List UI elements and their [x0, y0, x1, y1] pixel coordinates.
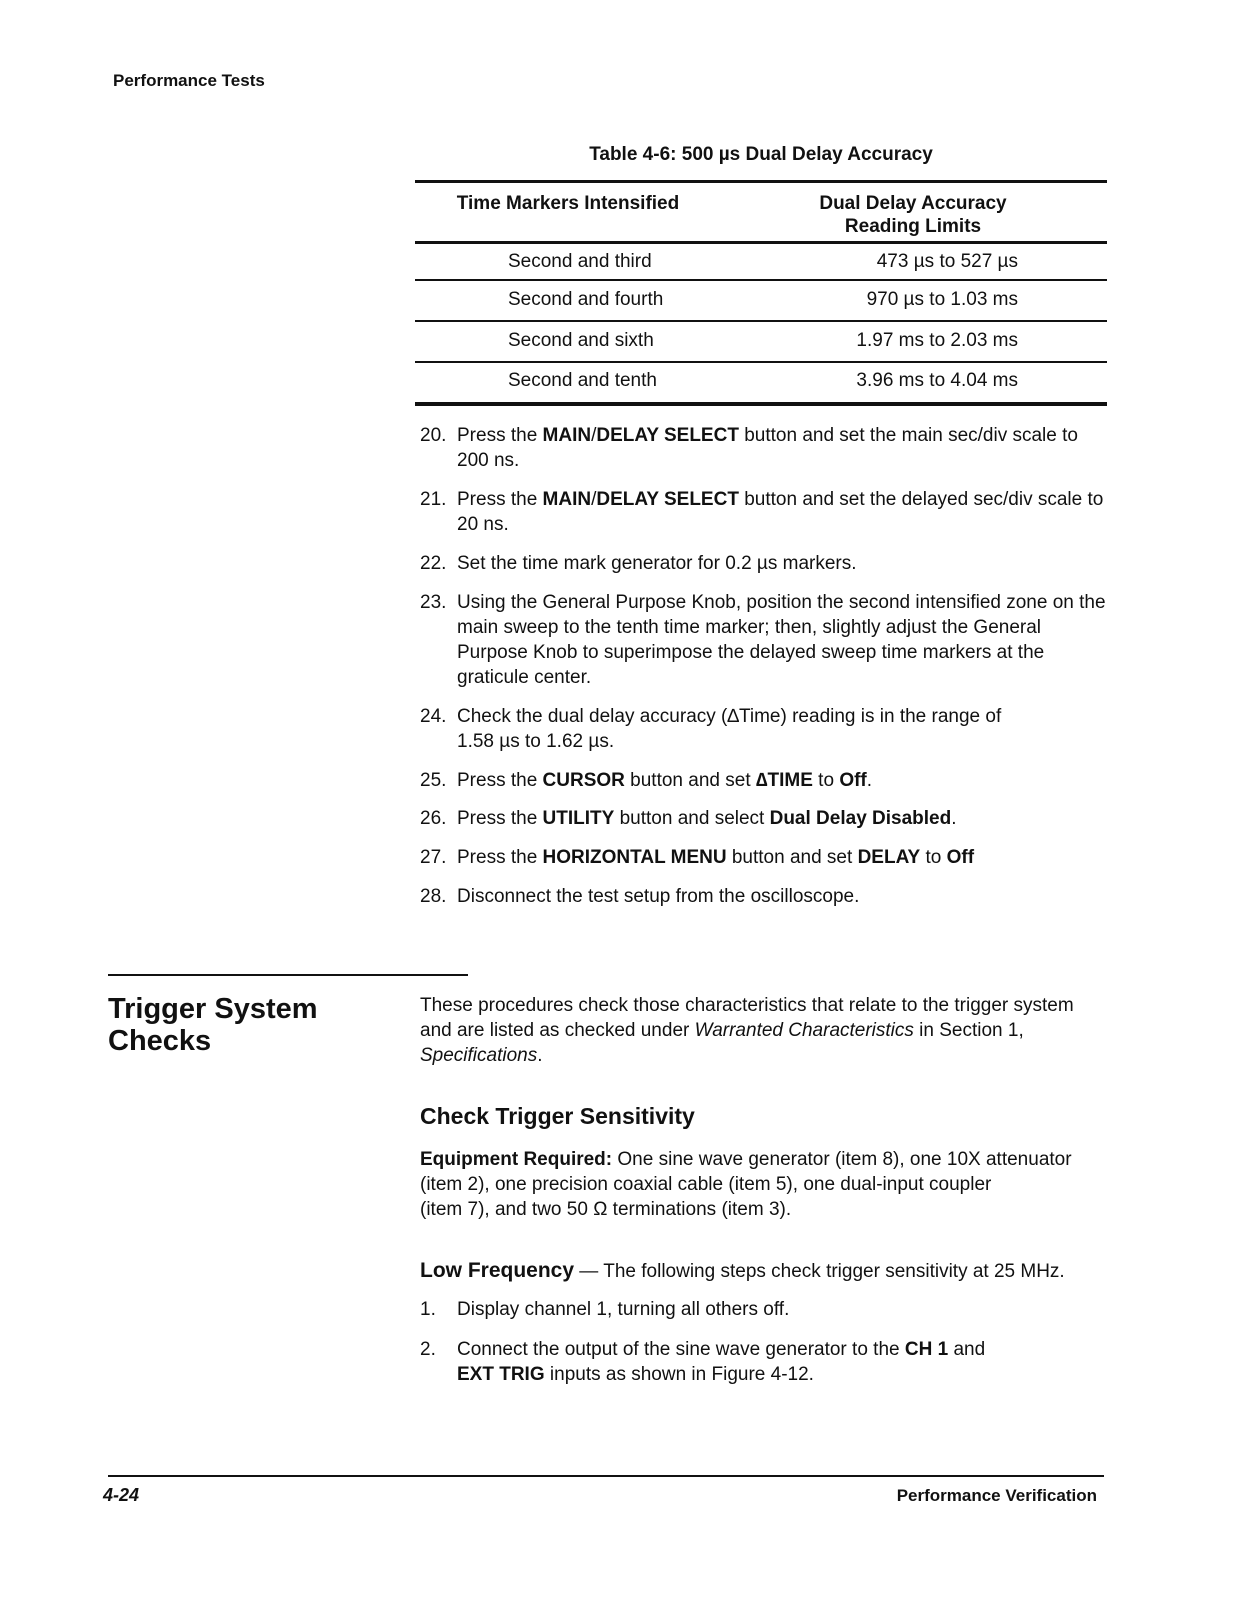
table-row-3-limits: 1.97 ms to 2.03 ms [856, 330, 1018, 351]
table-row-divider [415, 279, 1107, 281]
table-bottom-rule [415, 402, 1107, 406]
equipment-required: Equipment Required: One sine wave generator (item 8), one 10X attenuator (item 2), one precision coaxial cable (item 5), one dual-input coupler (item 7), and two 50 Ω terminations (item 3). [420, 1149, 1072, 1220]
section-title-line2: Checks [108, 1025, 212, 1057]
table-row-1-limits: 473 µs to 527 µs [876, 251, 1018, 272]
step-23 [420, 590, 1110, 690]
step-text: Press the UTILITY button and select Dual Delay Disabled. [457, 808, 957, 829]
step-26 [420, 806, 1110, 831]
step-text: Check the dual delay accuracy (∆Time) reading is in the range of 1.58 µs to 1.62 µs. [457, 706, 1002, 752]
table-top-rule [415, 180, 1107, 183]
running-header: Performance Tests [113, 71, 265, 90]
section-title [108, 993, 318, 1057]
footer-title: Performance Verification [896, 1486, 1097, 1505]
section-title-line1: Trigger System [108, 993, 318, 1025]
table-row-2-limits: 970 µs to 1.03 ms [866, 289, 1018, 310]
step-27 [420, 845, 1110, 870]
table-row-3-markers: Second and sixth [508, 330, 654, 351]
table-row-4-limits: 3.96 ms to 4.04 ms [856, 370, 1018, 391]
step-text: Press the MAIN/DELAY SELECT button and set the delayed sec/div scale to 20 ns. [457, 489, 1104, 535]
table-row-4-markers: Second and tenth [508, 370, 657, 391]
step-number: 24. [420, 706, 447, 727]
step-22 [420, 551, 1110, 576]
table-caption: Table 4-6: 500 µs Dual Delay Accuracy [589, 144, 933, 165]
step-number: 22. [420, 553, 447, 574]
step-25 [420, 768, 1110, 793]
section-intro: These procedures check those characteristics that relate to the trigger system and are listed as checked under Warranted Characteristics in Section 1, Specifications. [420, 995, 1074, 1066]
step-number: 21. [420, 489, 447, 510]
step-number: 1. [420, 1299, 436, 1320]
step-number: 20. [420, 425, 447, 446]
step-text: Press the MAIN/DELAY SELECT button and set the main sec/div scale to 200 ns. [457, 425, 1078, 471]
table-header-rule [415, 241, 1107, 244]
step-2 [420, 1337, 1110, 1387]
step-number: 23. [420, 592, 447, 613]
table-row-1-markers: Second and third [508, 251, 652, 272]
step-number: 2. [420, 1339, 436, 1360]
step-20 [420, 423, 1110, 473]
subsection-title: Check Trigger Sensitivity [420, 1103, 695, 1129]
step-number: 26. [420, 808, 447, 829]
step-1 [420, 1297, 1110, 1322]
step-24 [420, 704, 1110, 754]
step-number: 28. [420, 886, 447, 907]
step-number: 27. [420, 847, 447, 868]
step-text: Using the General Purpose Knob, position the second intensified zone on the main sweep to the tenth time marker; then, slightly adjust the General Purpose Knob to superimpose the delayed sweep time markers at the graticule center. [457, 592, 1106, 688]
step-number: 25. [420, 770, 447, 791]
step-text: Press the HORIZONTAL MENU button and set DELAY to Off [457, 847, 975, 868]
step-text: Press the CURSOR button and set ∆TIME to Off. [457, 770, 873, 791]
footer-rule [108, 1475, 1104, 1477]
step-text: Connect the output of the sine wave generator to the CH 1 and EXT TRIG inputs as shown in Figure 4-12. [457, 1339, 986, 1385]
table-row-divider [415, 320, 1107, 322]
table-col2-header [718, 192, 1108, 238]
step-text: Disconnect the test setup from the oscilloscope. [457, 886, 860, 907]
table-col2-header-line2: Reading Limits [844, 216, 982, 237]
step-text: Display channel 1, turning all others off. [457, 1299, 790, 1320]
step-21 [420, 487, 1110, 537]
section-rule [108, 974, 468, 976]
table-row-divider [415, 361, 1107, 363]
page-number: 4-24 [103, 1485, 140, 1505]
step-28 [420, 884, 1110, 909]
table-row-2-markers: Second and fourth [508, 289, 664, 310]
low-frequency-intro: Low Frequency — The following steps check trigger sensitivity at 25 MHz. [420, 1259, 1065, 1282]
table-col1-header: Time Markers Intensified [456, 193, 680, 214]
table-col2-header-line1: Dual Delay Accuracy [819, 193, 1007, 214]
step-text: Set the time mark generator for 0.2 µs markers. [457, 553, 857, 574]
